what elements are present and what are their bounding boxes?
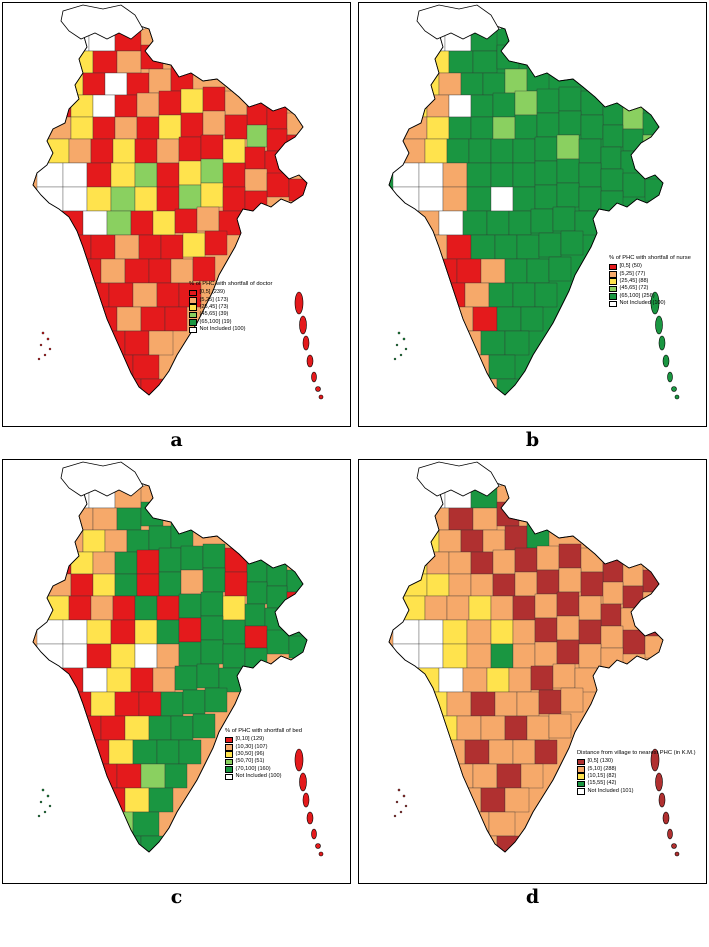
legend-row: [225, 758, 302, 765]
legend-swatch: [609, 264, 617, 271]
legend-label: (5,25] (173): [199, 296, 229, 303]
legend-label: (50,70] (51): [235, 758, 265, 765]
legend-row: [577, 788, 696, 795]
legend-swatch: [609, 301, 617, 308]
legend-swatch: [189, 290, 197, 297]
map-body-a: [33, 3, 323, 401]
panel-label-b: b: [525, 429, 540, 451]
legend-swatch: [577, 759, 585, 766]
legend-swatch: [189, 304, 197, 311]
legend-swatch: [225, 759, 233, 766]
legend-label: (70,100] (160): [235, 765, 271, 772]
panel-c-cell: [0, 457, 353, 912]
legend-label: [0,5] (239): [199, 289, 225, 296]
legend-swatch: [577, 781, 585, 788]
legend-row: [577, 758, 696, 765]
legend-row: [577, 766, 696, 773]
legend-label: Not Included (100): [619, 300, 666, 307]
map-body-d: [389, 460, 679, 858]
legend-row: [609, 271, 691, 278]
lakshadweep-d: [394, 789, 407, 817]
legend-swatch: [225, 766, 233, 773]
legend-label: (15,55] (42): [587, 780, 617, 787]
legend-title-d: Distance from village to nearest PHC (in K.M.): [577, 750, 696, 756]
andaman-nicobar-b: [651, 292, 679, 399]
india-map-b: [359, 3, 707, 427]
legend-d: [577, 750, 696, 795]
legend-label: (25,45] (88): [619, 278, 649, 285]
legend-label: (65,100] (19): [199, 318, 232, 325]
legend-swatch: [577, 773, 585, 780]
legend-row: [609, 263, 691, 270]
legend-label: (10,30] (107): [235, 743, 268, 750]
legend-row: [577, 773, 696, 780]
legend-row: [577, 780, 696, 787]
legend-swatch: [225, 774, 233, 781]
lakshadweep-b: [394, 332, 407, 360]
map-body-c: [33, 460, 323, 858]
map-body-b: [389, 3, 679, 401]
legend-label: (5,10] (288): [587, 765, 617, 772]
legend-row: [609, 300, 691, 307]
legend-swatch: [189, 312, 197, 319]
legend-label: Not Included (100): [199, 326, 246, 333]
legend-row: [225, 744, 302, 751]
legend-row: [225, 736, 302, 743]
legend-c: [225, 728, 302, 781]
andaman-nicobar-a: [295, 292, 323, 399]
legend-swatch: [225, 737, 233, 744]
legend-title-a: % of PHC with shortfall of doctor: [189, 281, 273, 287]
lakshadweep-c: [38, 789, 51, 817]
legend-row: [609, 278, 691, 285]
legend-label: (65,100] (256): [619, 292, 655, 299]
legend-label: (5,25] (77): [619, 270, 646, 277]
legend-row: [225, 773, 302, 780]
legend-swatch: [189, 319, 197, 326]
panel-label-c: c: [170, 886, 183, 908]
legend-row: [609, 285, 691, 292]
india-map-c: [3, 460, 351, 884]
legend-row: [189, 326, 272, 333]
legend-b: [609, 255, 691, 308]
legend-title-b: % of PHC with shortfall of nurse: [609, 255, 691, 261]
legend-label: (45,65] (72): [619, 285, 649, 292]
india-map-d: [359, 460, 707, 884]
legend-title-c: % of PHC with shortfall of bed: [225, 728, 303, 734]
legend-label: (10,15] (82): [587, 773, 617, 780]
lakshadweep-a: [38, 332, 51, 360]
legend-swatch: [577, 766, 585, 773]
legend-swatch: [225, 744, 233, 751]
panel-d-cell: [356, 457, 709, 912]
legend-label: [0,10] (129): [235, 736, 265, 743]
legend-swatch: [609, 278, 617, 285]
map-panel-d: [358, 459, 707, 884]
panel-a-cell: [0, 0, 353, 455]
legend-label: Not Included (100): [235, 773, 282, 780]
legend-row: [609, 293, 691, 300]
legend-label: Not Included (101): [587, 787, 634, 794]
legend-swatch: [609, 286, 617, 293]
legend-swatch: [189, 327, 197, 334]
legend-label: [0,5] (50): [619, 263, 642, 270]
legend-row: [189, 319, 272, 326]
legend-row: [189, 297, 272, 304]
legend-swatch: [577, 788, 585, 795]
legend-swatch: [609, 293, 617, 300]
legend-row: [225, 751, 302, 758]
legend-row: [225, 766, 302, 773]
india-map-a: [3, 3, 351, 427]
legend-swatch: [225, 751, 233, 758]
panel-label-a: a: [170, 429, 183, 451]
panel-label-d: d: [525, 886, 540, 908]
legend-label: [0,5] (130): [587, 758, 613, 765]
legend-a: [189, 281, 272, 334]
legend-label: (25,45] (73): [199, 304, 229, 311]
legend-label: (30,50] (96): [235, 751, 265, 758]
legend-row: [189, 289, 272, 296]
legend-row: [189, 311, 272, 318]
legend-row: [189, 304, 272, 311]
map-panel-b: [358, 2, 707, 427]
map-panel-c: [2, 459, 351, 884]
legend-swatch: [609, 271, 617, 278]
legend-swatch: [189, 297, 197, 304]
map-panel-a: [2, 2, 351, 427]
panel-b-cell: [356, 0, 709, 455]
legend-label: (45,65] (39): [199, 311, 229, 318]
